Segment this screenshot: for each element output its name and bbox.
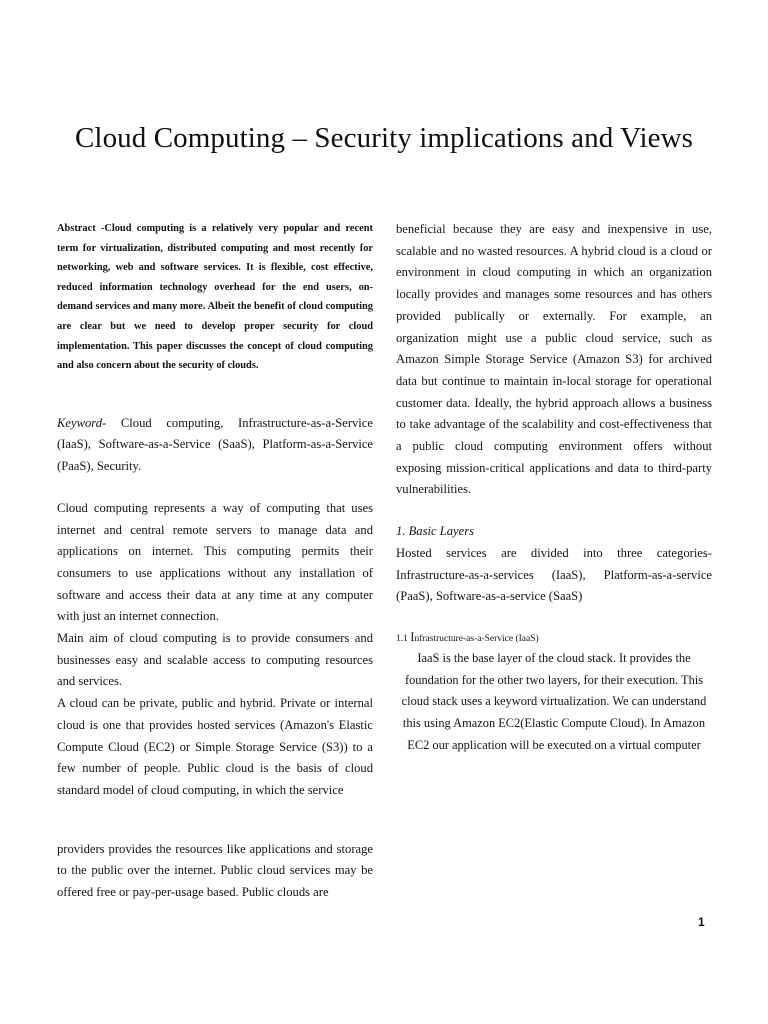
body-paragraph: beneficial because they are easy and inexpensive in use, scalable and no wasted resources. A hybrid cloud is a cloud or environment in cloud computing in which an organization locally provides and manages some resources and has others provided publically or externally. For example, an organization might use a public cloud service, such as Amazon Simple Storage Service (Amazon S3) for archived data but continue to maintain in-local storage for operational customer data. Ideally, the hybrid approach allows a business to take advantage of the scalability and cost-effectiveness that a public cloud computing environment offers without exposing mission-critical applications and data to third-party vulnerabilities.: [396, 222, 712, 497]
spacer: [396, 608, 712, 628]
right-column: [396, 219, 712, 756]
keyword-text: Cloud computing, Infrastructure-as-a-Service (IaaS), Software-as-a-Service (SaaS), Platform-as-a-Service (PaaS), Security.: [57, 415, 373, 474]
section-heading: 1. Basic Layers: [396, 524, 475, 539]
section-text: Hosted services are divided into three categories- Infrastructure-as-a-services (IaaS), Platform-as-a-service (PaaS), Software-as-a-service (SaaS): [396, 545, 712, 604]
body-paragraph: providers provides the resources like applications and storage to the public over the internet. Public cloud services may be offered free or pay-per-usage based. Public clouds are: [57, 841, 373, 900]
spacer: [57, 376, 373, 413]
page-number: 1: [698, 915, 705, 929]
body-paragraph: A cloud can be private, public and hybrid. Private or internal cloud is one that provides hosted services (Amazon's Elastic Compute Cloud (EC2) or Simple Storage Service (S3)) to a few number of people. Public cloud is the basis of cloud standard model of cloud computing, in which the service: [57, 696, 373, 797]
spacer: [57, 802, 373, 839]
keywords: [57, 413, 373, 478]
subsection-rest: nfrastructure-as-a-Service (IaaS): [414, 633, 539, 644]
subsection-cap: I: [410, 629, 415, 644]
left-column: [57, 219, 373, 904]
body-paragraph: Cloud computing represents a way of computing that uses internet and central remote servers to manage data and applications on internet. This computing permits their consumers to use applications without any installation of software and access their data at any time at any computer with just an internet connection.: [57, 500, 373, 624]
spacer: [57, 478, 373, 498]
subsection-text: IaaS is the base layer of the cloud stack. It provides the foundation for the other two layers, for their execution. This cloud stack uses a keyword virtualization. We can understand this using Amazon EC2(Elastic Compute Cloud). In Amazon EC2 our application will be executed on a virtual computer: [401, 650, 707, 752]
keyword-label: Keyword-: [57, 415, 107, 430]
subsection-heading: [396, 628, 712, 648]
abstract: Abstract -Cloud computing is a relatively very popular and recent term for virtualization, distributed computing and most recently for networking, web and software services. It is flexible, cost effective, reduced information technology overhead for the end users, on-demand services and many more. Albeit the benefit of cloud computing are clear but we need to develop proper security for cloud implementation. This paper discusses the concept of cloud computing and also concern about the security of clouds.: [57, 223, 373, 372]
spacer: [396, 501, 712, 521]
subsection-prefix: 1.1: [396, 633, 411, 644]
paper-title: Cloud Computing – Security implications and Views: [74, 122, 694, 154]
body-paragraph: Main aim of cloud computing is to provide consumers and businesses easy and scalable access to computing resources and services.: [57, 631, 373, 689]
